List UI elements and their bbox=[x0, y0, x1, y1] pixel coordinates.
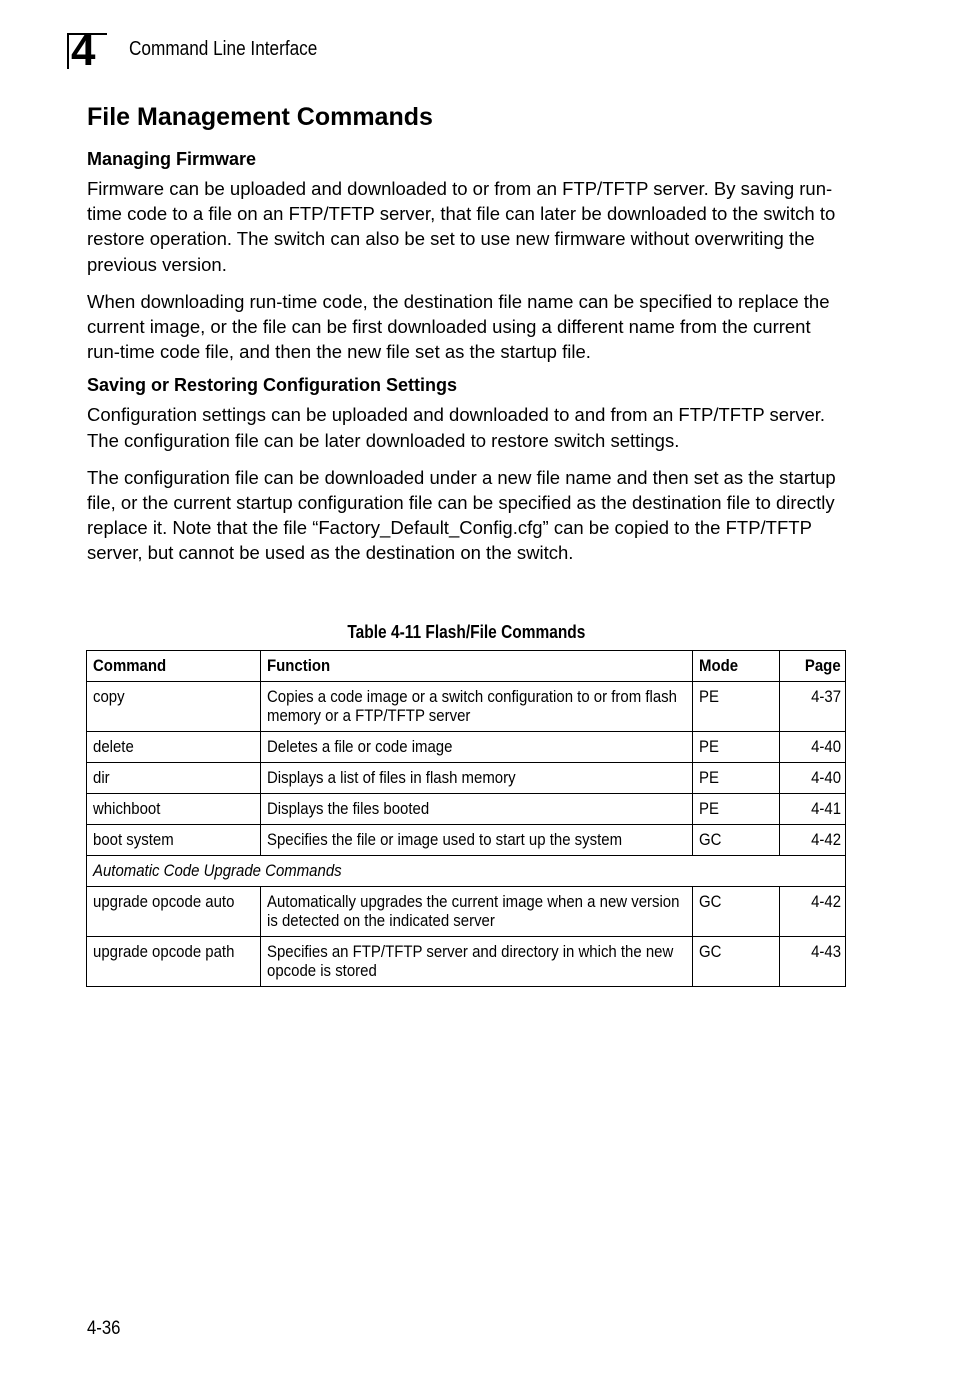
page-number-text: 4-36 bbox=[87, 1318, 121, 1339]
command-cell: copy bbox=[87, 682, 261, 732]
function-cell: Displays a list of files in flash memory bbox=[260, 763, 692, 794]
function-cell: Deletes a file or code image bbox=[260, 732, 692, 763]
page-cell: 4-42 bbox=[780, 887, 846, 937]
table-caption-text: Table 4-11 Flash/File Commands bbox=[347, 622, 586, 642]
running-header: Command Line Interface bbox=[129, 38, 318, 60]
column-header-command: Command bbox=[87, 651, 261, 682]
mode-cell: PE bbox=[693, 682, 780, 732]
paragraph: Firmware can be uploaded and downloaded to or from an FTP/TFTP server. By saving run-time code to a file on an FTP/TFTP server, that file can later be downloaded to the switch to restore operation. The switch can also be set to use new firmware without overwriting the previous version. bbox=[87, 178, 836, 275]
mode-cell: GC bbox=[693, 887, 780, 937]
paragraph: The configuration file can be downloaded under a new file name and then set as the startup file, or the current startup configuration file can be specified as the destination file to directly replace it. Note that the file “Factory_Default_Config.cfg” can be copied to the FTP/TFTP server, but cannot be used as the destination on the switch. bbox=[87, 466, 836, 564]
table-row bbox=[87, 887, 846, 937]
function-cell: Specifies the file or image used to start up the system bbox=[260, 825, 692, 856]
column-header-page: Page bbox=[780, 651, 846, 682]
group-label-cell: Automatic Code Upgrade Commands bbox=[87, 856, 846, 887]
table-row bbox=[87, 937, 846, 987]
mode-cell: PE bbox=[693, 732, 780, 763]
table-header-row bbox=[87, 651, 846, 682]
mode-cell: GC bbox=[693, 825, 780, 856]
section-title: File Management Commands bbox=[87, 103, 433, 131]
function-cell: Specifies an FTP/TFTP server and directory in which the new opcode is stored bbox=[260, 937, 692, 987]
command-cell: boot system bbox=[87, 825, 261, 856]
paragraph: Configuration settings can be uploaded and downloaded to and from an FTP/TFTP server. The configuration file can be later downloaded to restore switch settings. bbox=[87, 404, 826, 451]
page-number bbox=[87, 1318, 125, 1340]
table-row bbox=[87, 682, 846, 732]
command-cell: upgrade opcode path bbox=[87, 937, 261, 987]
mode-cell: PE bbox=[693, 794, 780, 825]
table-row bbox=[87, 763, 846, 794]
command-cell: upgrade opcode auto bbox=[87, 887, 261, 937]
page-cell: 4-43 bbox=[780, 937, 846, 987]
chapter-marker bbox=[67, 26, 107, 75]
page-cell: 4-40 bbox=[780, 732, 846, 763]
table-row bbox=[87, 825, 846, 856]
mode-cell: GC bbox=[693, 937, 780, 987]
page-cell: 4-37 bbox=[780, 682, 846, 732]
table-group-row bbox=[87, 856, 846, 887]
table-caption bbox=[87, 622, 846, 643]
page-content bbox=[87, 100, 847, 566]
page-cell: 4-42 bbox=[780, 825, 846, 856]
commands-table bbox=[86, 650, 846, 987]
subsection-heading-config: Saving or Restoring Configuration Settings bbox=[87, 375, 458, 396]
command-cell: dir bbox=[87, 763, 261, 794]
chapter-number: 4 bbox=[71, 26, 95, 75]
command-cell: delete bbox=[87, 732, 261, 763]
table-row bbox=[87, 732, 846, 763]
command-cell: whichboot bbox=[87, 794, 261, 825]
paragraph: When downloading run-time code, the destination file name can be specified to replace the current image, or the file can be first downloaded using a different name from the current run-time code file, and then the new file set as the startup file. bbox=[87, 290, 830, 363]
function-cell: Displays the files booted bbox=[260, 794, 692, 825]
function-cell: Automatically upgrades the current image when a new version is detected on the indicated server bbox=[260, 887, 692, 937]
page-cell: 4-40 bbox=[780, 763, 846, 794]
table-row bbox=[87, 794, 846, 825]
column-header-mode: Mode bbox=[693, 651, 780, 682]
mode-cell: PE bbox=[693, 763, 780, 794]
function-cell: Copies a code image or a switch configuration to or from flash memory or a FTP/TFTP server bbox=[260, 682, 692, 732]
column-header-function: Function bbox=[260, 651, 692, 682]
subsection-heading-firmware: Managing Firmware bbox=[87, 149, 257, 169]
page-cell: 4-41 bbox=[780, 794, 846, 825]
